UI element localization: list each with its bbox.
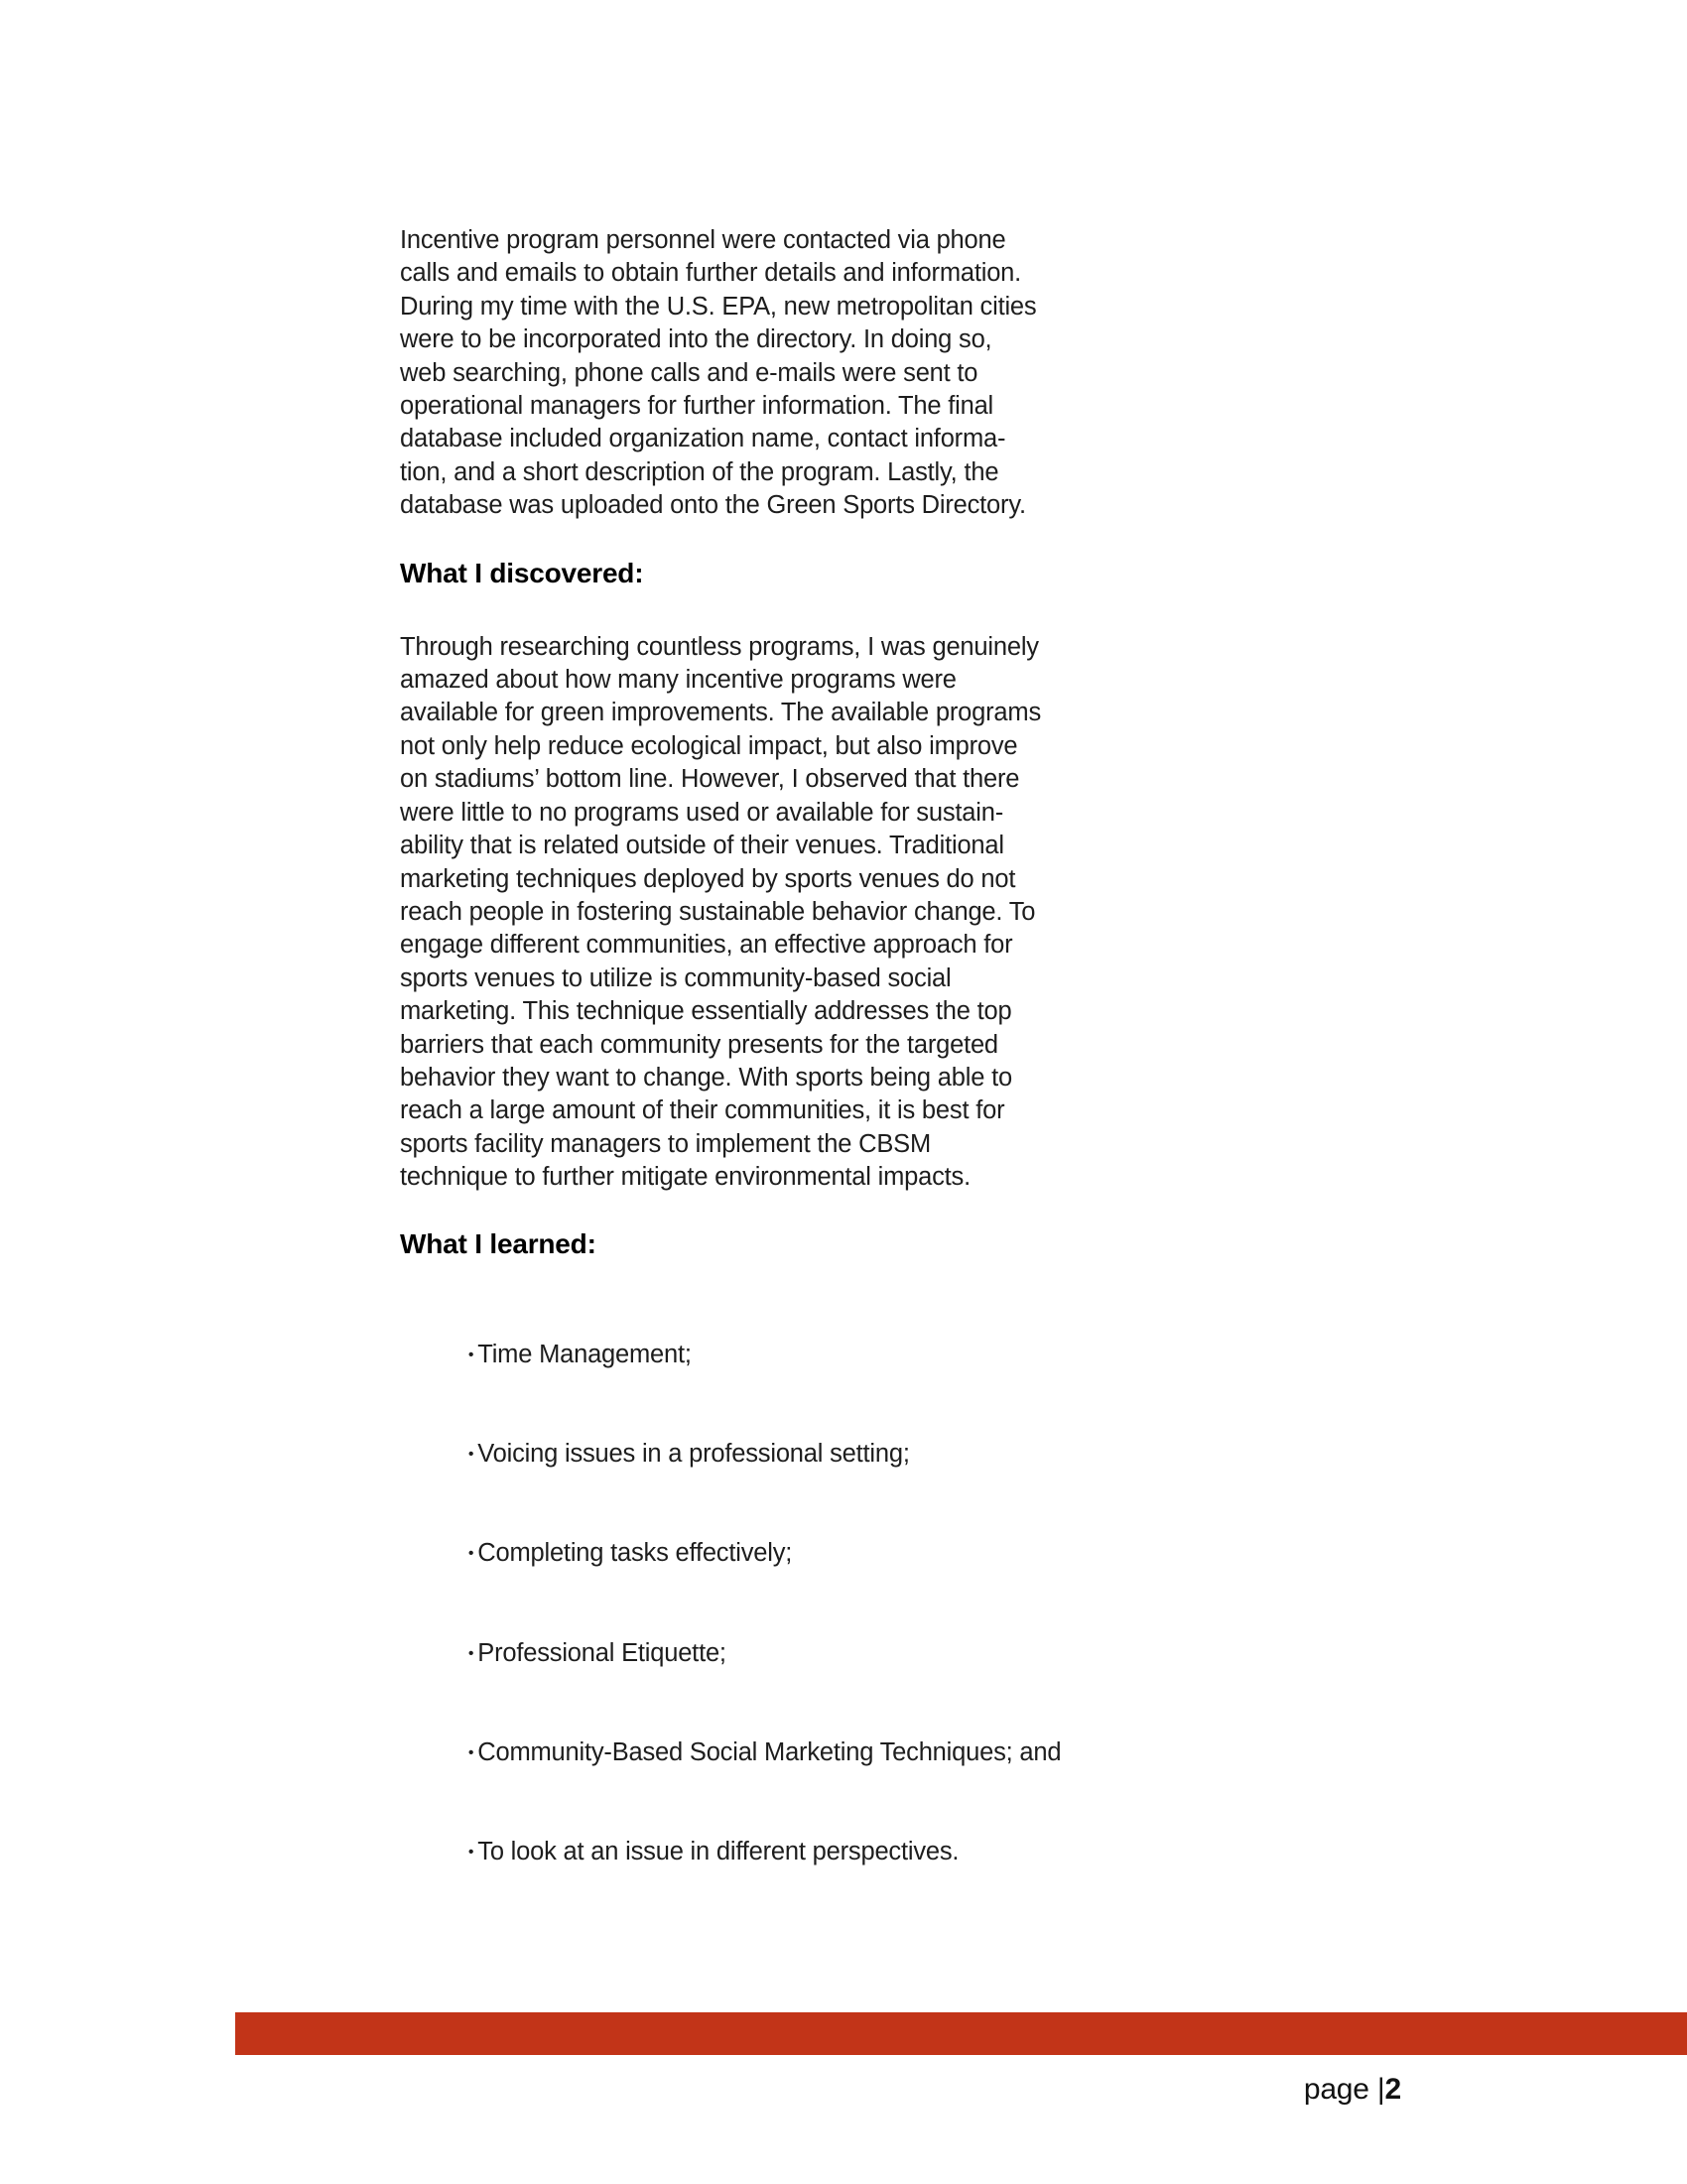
intro-paragraph <box>400 224 1154 523</box>
text-line: behavior they want to change. With sports being able to <box>400 1063 1012 1092</box>
list-item <box>400 1604 1154 1703</box>
text-line: were little to no programs used or available for sustain- <box>400 798 1003 827</box>
list-item-label: To look at an issue in different perspectives. <box>477 1838 960 1866</box>
list-item-label: Community-Based Social Marketing Techniques; and <box>477 1737 1062 1766</box>
text-line: were to be incorporated into the directory. In doing so, <box>400 325 992 354</box>
text-line: engage different communities, an effective approach for <box>400 931 1013 960</box>
text-line: database was uploaded onto the Green Sports Directory. <box>400 491 1026 520</box>
text-line: operational managers for further information. The final <box>400 392 994 421</box>
page-number <box>1304 2071 1401 2109</box>
learned-list <box>400 1306 1154 1902</box>
content-column <box>400 224 1154 1902</box>
text-line: on stadiums’ bottom line. However, I observed that there <box>400 765 1020 794</box>
text-line: ability that is related outside of their venues. Traditional <box>400 832 1004 860</box>
list-item-label: Completing tasks effectively; <box>477 1539 793 1568</box>
text-line: calls and emails to obtain further details and information. <box>400 259 1022 288</box>
text-line: Through researching countless programs, I was genuinely <box>400 632 1039 661</box>
discovered-heading: What I discovered: <box>400 557 644 588</box>
page-number-label: page | <box>1303 2073 1385 2106</box>
list-item-label: Professional Etiquette; <box>477 1638 726 1667</box>
text-line: reach a large amount of their communities, it is best for <box>400 1096 1005 1125</box>
list-item <box>400 1703 1154 1802</box>
bullet-icon: • <box>467 1743 474 1761</box>
text-line: technique to further mitigate environmental impacts. <box>400 1163 971 1192</box>
text-line: web searching, phone calls and e-mails were sent to <box>400 358 978 387</box>
list-item <box>400 1803 1154 1902</box>
text-line: amazed about how many incentive programs were <box>400 666 957 695</box>
text-line: sports venues to utilize is community-based social <box>400 964 952 992</box>
bullet-icon: • <box>467 1446 474 1464</box>
text-line: sports facility managers to implement the CBSM <box>400 1129 932 1158</box>
bullet-icon: • <box>467 1844 474 1862</box>
text-line: marketing techniques deployed by sports venues do not <box>400 864 1016 893</box>
list-item <box>400 1306 1154 1405</box>
text-line: barriers that each community presents for the targeted <box>400 1030 998 1059</box>
page-number-value: 2 <box>1384 2073 1401 2106</box>
text-line: During my time with the U.S. EPA, new metropolitan cities <box>400 292 1037 321</box>
text-line: database included organization name, contact informa- <box>400 425 1006 453</box>
discovered-paragraph <box>400 631 1154 1195</box>
list-item <box>400 1504 1154 1604</box>
text-line: not only help reduce ecological impact, but also improve <box>400 731 1018 760</box>
list-item-label: Time Management; <box>477 1340 692 1368</box>
bullet-icon: • <box>467 1346 474 1363</box>
bullet-icon: • <box>467 1545 474 1563</box>
text-line: tion, and a short description of the program. Lastly, the <box>400 457 999 486</box>
text-line: available for green improvements. The available programs <box>400 699 1041 727</box>
text-line: reach people in fostering sustainable behavior change. To <box>400 897 1036 926</box>
list-item <box>400 1405 1154 1504</box>
list-item-label: Voicing issues in a professional setting; <box>477 1440 910 1469</box>
learned-heading: What I learned: <box>400 1227 596 1259</box>
footer-accent-bar <box>235 2012 1687 2055</box>
text-line: Incentive program personnel were contacted via phone <box>400 226 1006 254</box>
text-line: marketing. This technique essentially addresses the top <box>400 997 1012 1026</box>
bullet-icon: • <box>467 1644 474 1662</box>
